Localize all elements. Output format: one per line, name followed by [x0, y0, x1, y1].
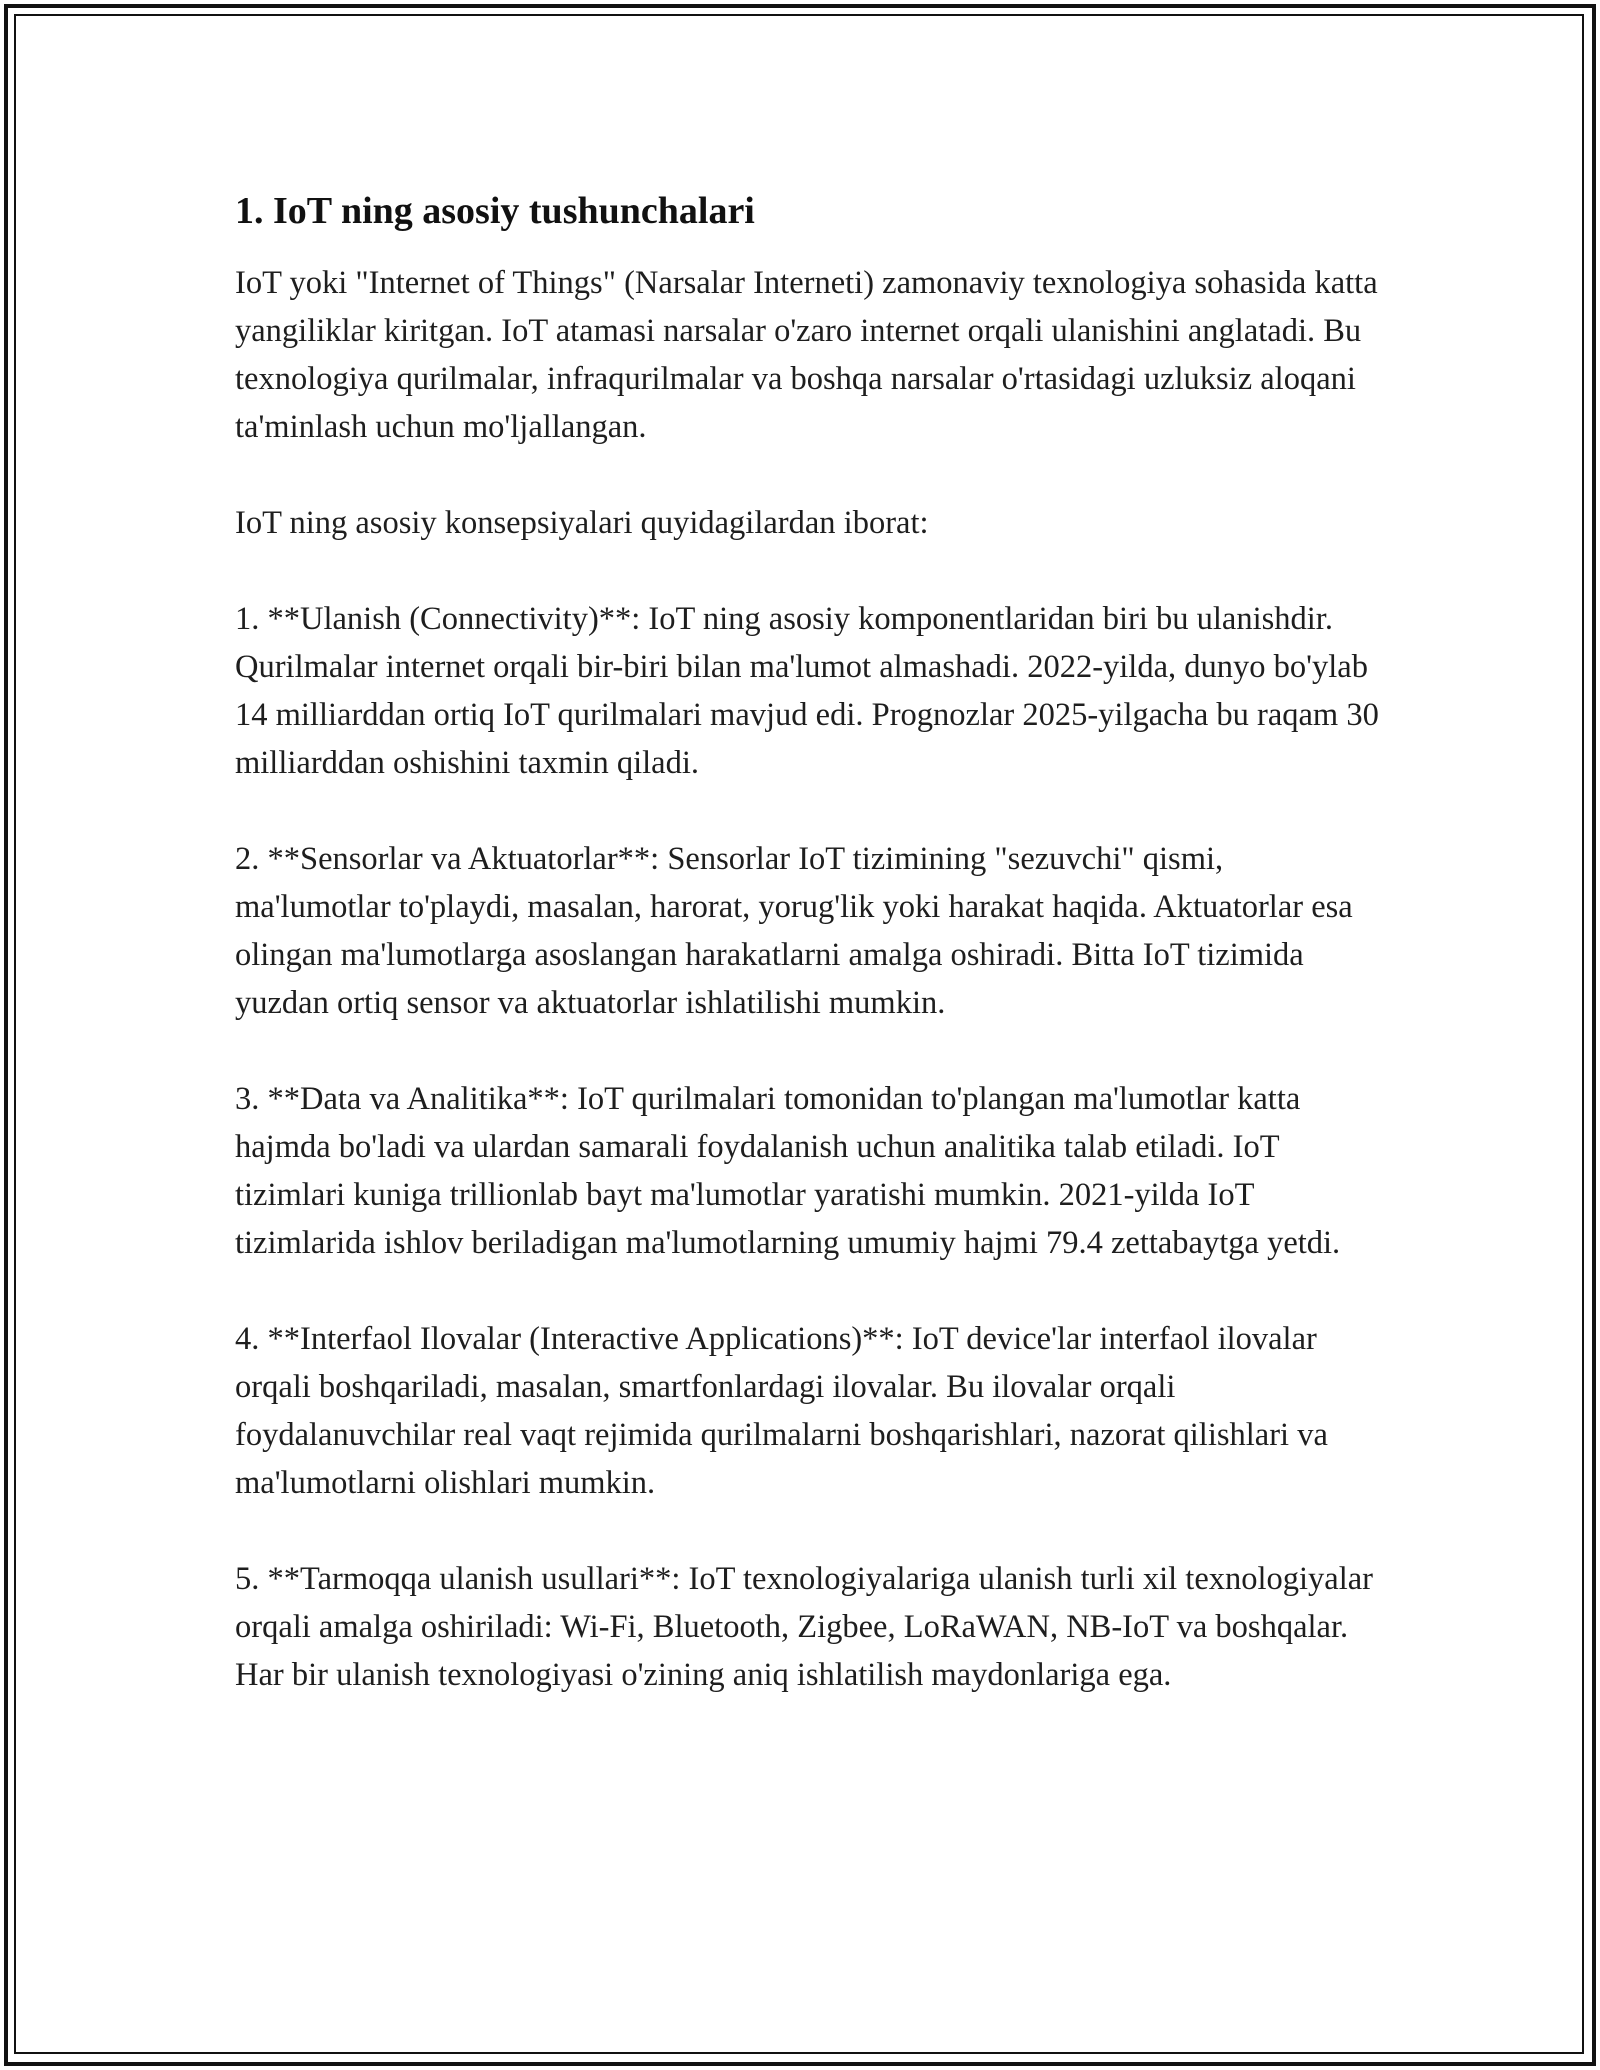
list-item-network-methods: 5. **Tarmoqqa ulanish usullari**: IoT texnologiyalariga ulanish turli xil texnologiyalar orqali amalga oshiriladi: Wi-Fi, Bluetooth, Zigbee, LoRaWAN, NB-IoT va boshqalar. Har bir ulanish texnologiyasi o'zining aniq ishlatilish maydonlariga ega.: [235, 1561, 1374, 1693]
list-item-interactive-applications: 4. **Interfaol Ilovalar (Interactive Applications)**: IoT device'lar interfaol ilovalar orqali boshqariladi, masalan, smartfonlardagi ilovalar. Bu ilovalar orqali foydalanuvchilar real vaqt rejimida qurilmalarni boshqarishlari, nazorat qilishlari va ma'lumotlarni olishlari mumkin.: [235, 1321, 1328, 1501]
intro-paragraph: IoT yoki "Internet of Things" (Narsalar Interneti) zamonaviy texnologiya sohasida katta yangiliklar kiritgan. IoT atamasi narsalar o'zaro internet orqali ulanishini anglatadi. Bu texnologiya qurilmalar, infraqurilmalar va boshqa narsalar o'rtasidagi uzluksiz aloqani ta'minlash uchun mo'ljallangan.: [235, 265, 1378, 445]
concepts-lead-paragraph: IoT ning asosiy konsepsiyalari quyidagilardan iborat:: [235, 505, 929, 541]
list-item-connectivity: 1. **Ulanish (Connectivity)**: IoT ning asosiy komponentlaridan biri bu ulanishdir. Qurilmalar internet orqali bir-biri bilan ma'lumot almashadi. 2022-yilda, dunyo bo'ylab 14 milliarddan ortiq IoT qurilmalari mavjud edi. Prognozlar 2025-yilgacha bu raqam 30 milliarddan oshishini taxmin qiladi.: [235, 601, 1379, 781]
list-item-data-analytics: 3. **Data va Analitika**: IoT qurilmalari tomonidan to'plangan ma'lumotlar katta hajmda bo'ladi va ulardan samarali foydalanish uchun analitika talab etiladi. IoT tizimlari kuniga trillionlab bayt ma'lumotlar yaratishi mumkin. 2021-yilda IoT tizimlarida ishlov beriladigan ma'lumotlarning umumiy hajmi 79.4 zettabaytga yetdi.: [235, 1081, 1341, 1261]
document-title: 1. IoT ning asosiy tushunchalari: [235, 190, 755, 232]
document-body: [235, 185, 1385, 1747]
list-item-sensors-actuators: 2. **Sensorlar va Aktuatorlar**: Sensorlar IoT tizimining "sezuvchi" qismi, ma'lumotlar to'playdi, masalan, harorat, yorug'lik yoki harakat haqida. Aktuatorlar esa olingan ma'lumotlarga asoslangan harakatlarni amalga oshiradi. Bitta IoT tizimida yuzdan ortiq sensor va aktuatorlar ishlatilishi mumkin.: [235, 841, 1353, 1021]
